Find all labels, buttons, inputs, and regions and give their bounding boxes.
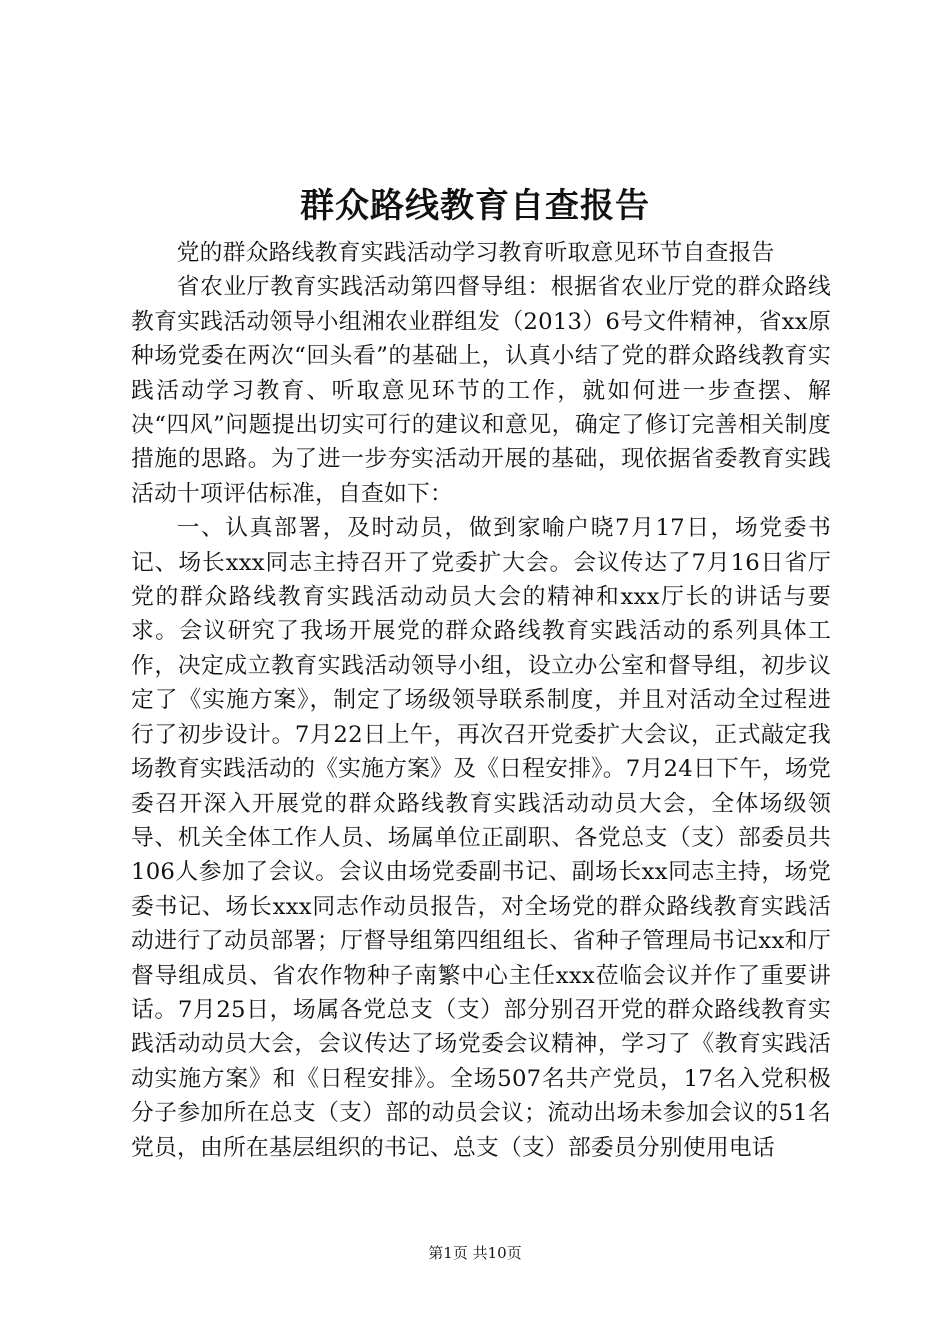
paragraph-subtitle: 党的群众路线教育实践活动学习教育听取意见环节自查报告 bbox=[176, 240, 775, 266]
paragraph-intro: 省农业厅教育实践活动第四督导组：根据省农业厅党的群众路线教育实践活动领导小组湘农业群组发（2013）6号文件精神，省xx原种场党委在两次“回头看”的基础上，认真小结了党的群众路线教育实践活动学习教育、听取意见环节的工作，就如何进一步查摆、解决“四风”问题提出切实可行的建议和意见，确定了修订完善相关制度措施的思路。为了进一步夯实活动开展的基础，现依据省委教育实践活动十项评估标准，自查如下： bbox=[131, 274, 831, 507]
document-body bbox=[131, 236, 831, 1165]
page-footer: 第1页 共10页 bbox=[428, 1244, 522, 1262]
document-title: 群众路线教育自查报告 bbox=[300, 186, 650, 226]
paragraph-section-one: 一、认真部署，及时动员，做到家喻户晓7月17日，场党委书记、场长xxx同志主持召开了党委扩大会。会议传达了7月16日省厅党的群众路线教育实践活动动员大会的精神和xxx厅长的讲话与要求。会议研究了我场开展党的群众路线教育实践活动的系列具体工作，决定成立教育实践活动领导小组，设立办公室和督导组，初步议定了《实施方案》，制定了场级领导联系制度，并且对活动全过程进行了初步设计。7月22日上午，再次召开党委扩大会议，正式敲定我场教育实践活动的《实施方案》及《日程安排》。7月24日下午，场党委召开深入开展党的群众路线教育实践活动动员大会，全体场级领导、机关全体工作人员、场属单位正副职、各党总支（支）部委员共106人参加了会议。会议由场党委副书记、副场长xx同志主持，场党委书记、场长xxx同志作动员报告，对全场党的群众路线教育实践活动进行了动员部署；厅督导组第四组组长、省种子管理局书记xx和厅督导组成员、省农作物种子南繁中心主任xxx莅临会议并作了重要讲话。7月25日，场属各党总支（支）部分别召开党的群众路线教育实践活动动员大会，会议传达了场党委会议精神，学习了《教育实践活动实施方案》和《日程安排》。全场507名共产党员，17名入党积极分子参加所在总支（支）部的动员会议；流动出场未参加会议的51名党员，由所在基层组织的书记、总支（支）部委员分别使用电话 bbox=[131, 515, 831, 1161]
